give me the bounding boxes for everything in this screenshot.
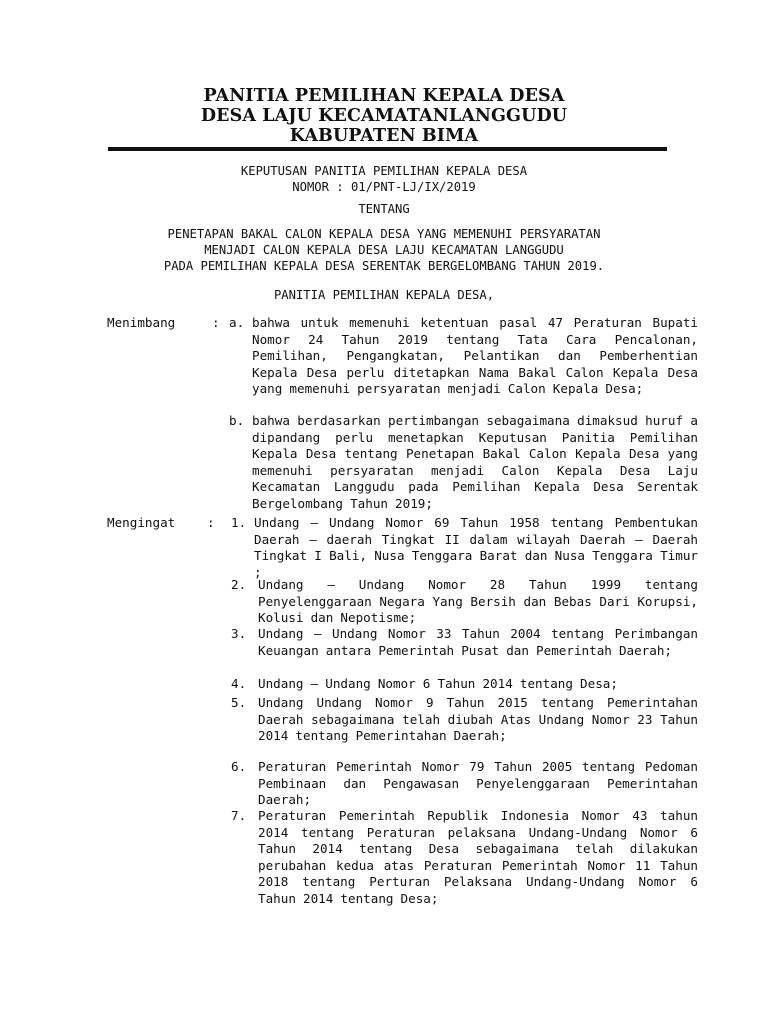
- decree-number: NOMOR : 01/PNT-LJ/IX/2019: [292, 180, 476, 194]
- menimbang-item-a-marker: a.: [229, 315, 245, 330]
- mengingat-item-3-marker: 3.: [231, 626, 247, 641]
- mengingat-item-5-text: Undang Undang Nomor 9 Tahun 2015 tentang Pemerintahan Daerah sebagaimana telah diubah Atas Undang Nomor 23 Tahun 2014 tentang Pemerintahan Daerah;: [258, 695, 698, 743]
- mengingat-item-3-text: Undang – Undang Nomor 33 Tahun 2004 tentang Perimbangan Keuangan antara Pemerintah Pusat dan Pemerintah Daerah;: [258, 626, 698, 658]
- decree-issuer: PANITIA PEMILIHAN KEPALA DESA,: [273, 288, 495, 302]
- menimbang-colon: :: [212, 315, 220, 330]
- letterhead-line-2: DESA LAJU KECAMATANLANGGUDU: [200, 106, 568, 126]
- decree-subject-line-2: MENJADI CALON KEPALA DESA LAJU KECAMATAN LANGGUDU: [204, 243, 564, 257]
- decree-title: KEPUTUSAN PANITIA PEMILIHAN KEPALA DESA: [240, 164, 528, 178]
- menimbang-item-a-text: bahwa untuk memenuhi ketentuan pasal 47 Peraturan Bupati Nomor 24 Tahun 2019 tentang Tata Cara Pencalonan, Pemilihan, Pengangkatan, Pelantikan dan Pemberhentian Kepala Desa perlu ditetapkan Nama Bakal Calon Kepala Desa yang memenuhi persyaratan menjadi Calon Kepala Desa;: [252, 315, 698, 396]
- mengingat-item-7-marker: 7.: [231, 808, 247, 823]
- letterhead-line-1: PANITIA PEMILIHAN KEPALA DESA: [203, 86, 565, 106]
- mengingat-colon: :: [207, 515, 215, 530]
- decree-heading: [100, 163, 668, 195]
- mengingat-label: Mengingat: [107, 515, 176, 530]
- mengingat-item-1-text: Undang – Undang Nomor 69 Tahun 1958 tentang Pembentukan Daerah – daerah Tingkat II dalam wilayah Daerah – Daerah Tingkat I Bali, Nusa Tenggara Barat dan Nusa Tenggara Timur ;: [254, 515, 698, 580]
- letterhead-rule: [108, 147, 667, 151]
- mengingat-item-2-marker: 2.: [231, 577, 247, 592]
- mengingat-item-4-marker: 4.: [231, 676, 247, 691]
- mengingat-item-6-text: Peraturan Pemerintah Nomor 79 Tahun 2005 tentang Pedoman Pembinaan dan Pengawasan Penyelenggaraan Pemerintahan Daerah;: [258, 759, 698, 807]
- decree-about: TENTANG: [358, 202, 410, 216]
- mengingat-item-5-marker: 5.: [231, 695, 247, 710]
- decree-subject-line-1: PENETAPAN BAKAL CALON KEPALA DESA YANG MEMENUHI PERSYARATAN: [167, 227, 601, 241]
- mengingat-item-4-text: Undang – Undang Nomor 6 Tahun 2014 tentang Desa;: [258, 676, 618, 691]
- mengingat-item-1-marker: 1.: [231, 515, 247, 530]
- mengingat-item-2-text: Undang – Undang Nomor 28 Tahun 1999 tentang Penyelenggaraan Negara Yang Bersih dan Bebas Dari Korupsi, Kolusi dan Nepotisme;: [258, 577, 698, 625]
- menimbang-label: Menimbang: [107, 315, 176, 330]
- menimbang-item-b-marker: b.: [229, 413, 245, 428]
- decree-subject: [100, 226, 668, 274]
- menimbang-item-b-text: bahwa berdasarkan pertimbangan sebagaimana dimaksud huruf a dipandang perlu menetapkan Keputusan Panitia Pemilihan Kepala Desa tentang Penetapan Bakal Calon Kepala Desa yang memenuhi persyaratan menjadi Calon Kepala Desa Laju Kecamatan Langgudu pada Pemilihan Kepala Desa Serentak Bergelombang Tahun 2019;: [252, 413, 698, 511]
- mengingat-item-7-text: Peraturan Pemerintah Republik Indonesia Nomor 43 tahun 2014 tentang Peraturan pelaksana Undang-Undang Nomor 6 Tahun 2014 tentang Desa sebagaimana telah dilakukan perubahan kedua atas Peraturan Pemerintah Nomor 11 Tahun 2018 tentang Perturan Pelaksana Undang-Undang Nomor 6 Tahun 2014 tentang Desa;: [258, 808, 698, 906]
- decree-subject-line-3: PADA PEMILIHAN KEPALA DESA SERENTAK BERGELOMBANG TAHUN 2019.: [163, 259, 605, 273]
- mengingat-item-6-marker: 6.: [231, 759, 247, 774]
- letterhead: [100, 86, 668, 146]
- letterhead-line-3: KABUPATEN BIMA: [289, 126, 479, 146]
